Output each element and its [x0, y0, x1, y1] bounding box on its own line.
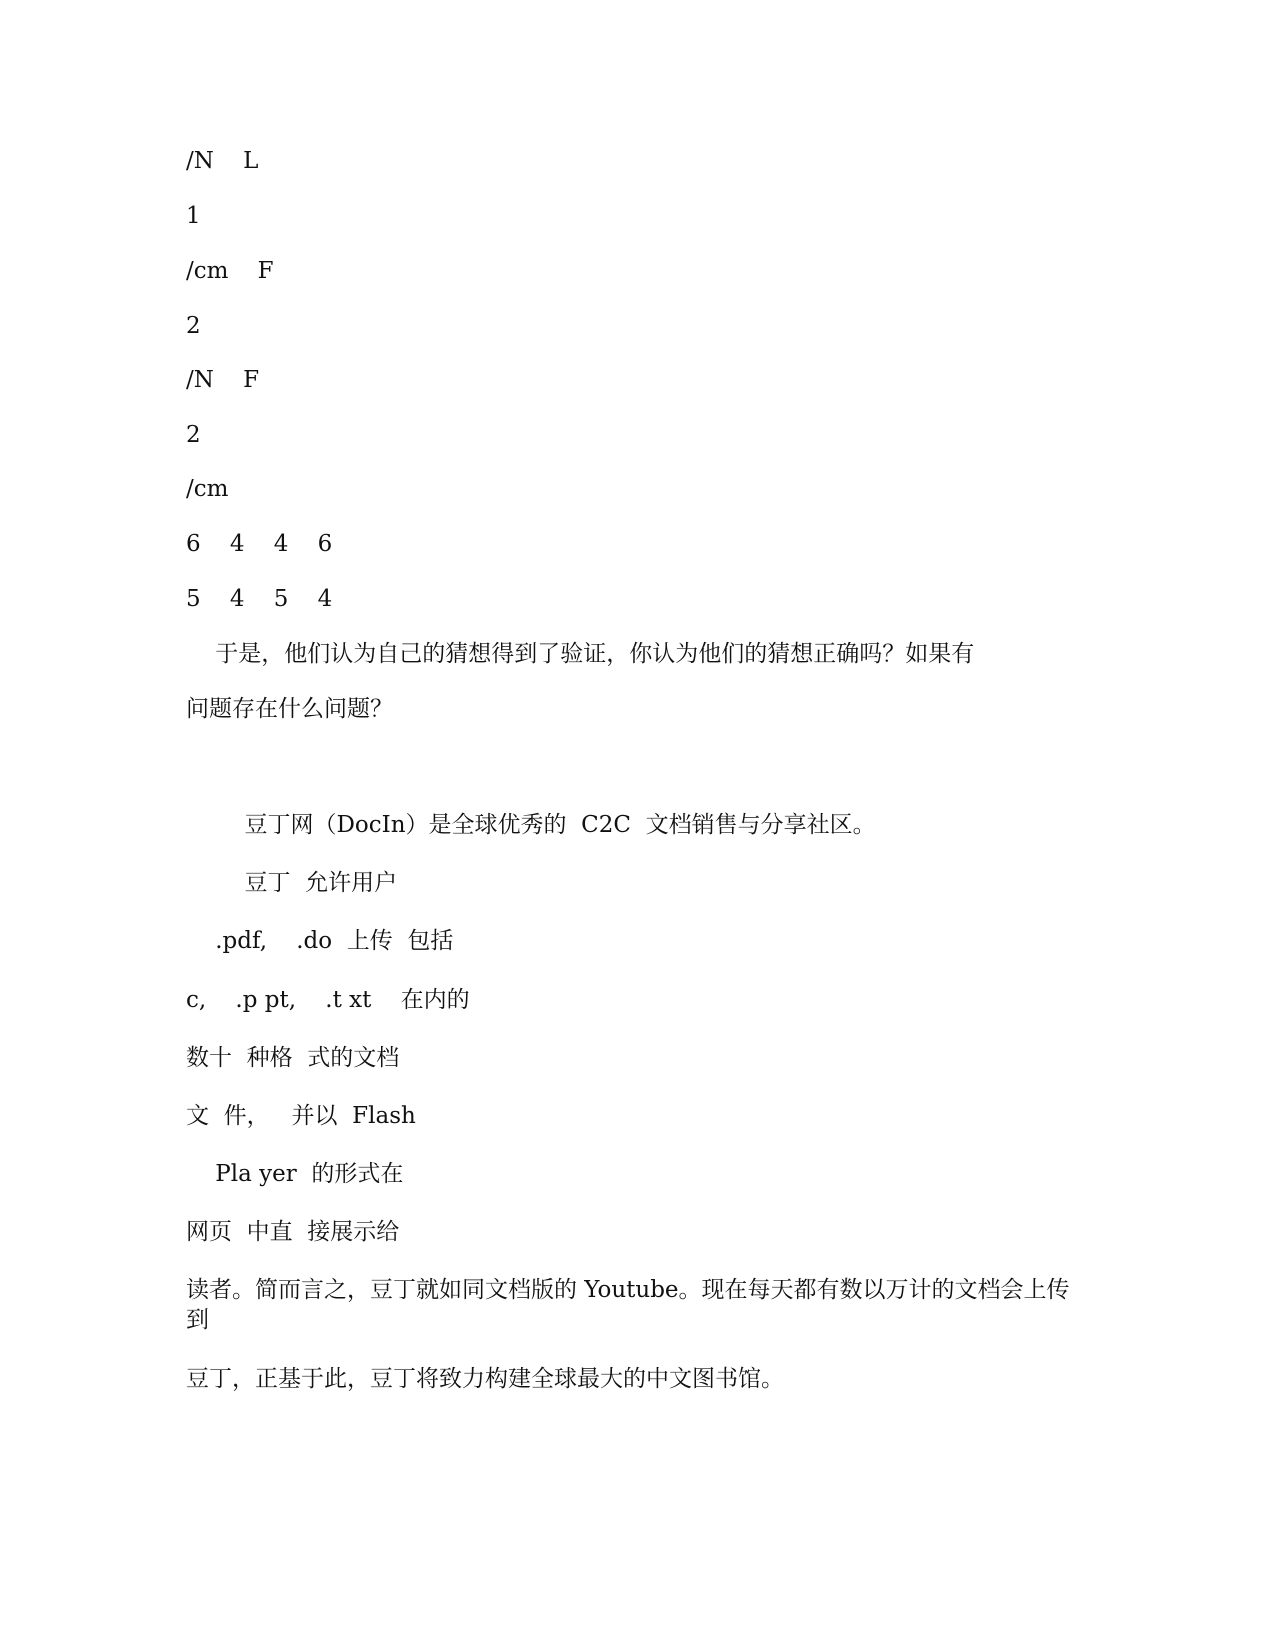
formula-fragment: /cm — [186, 476, 229, 502]
docin-line: 文 件， 并以 Flash — [186, 1103, 416, 1129]
formula-fragment: /cm F — [186, 258, 274, 284]
formula-fragment: 2 — [186, 422, 201, 448]
formula-fragment: /N F — [186, 367, 260, 393]
question-line: 问题存在什么问题？ — [186, 696, 393, 722]
question-line: 于是，他们认为自己的猜想得到了验证，你认为他们的猜想正确吗？如果有 — [186, 641, 975, 667]
docin-line: 豆丁 允许用户 — [186, 870, 398, 896]
table-row-values: 6 4 4 6 — [186, 531, 333, 557]
docin-line: 豆丁，正基于此，豆丁将致力构建全球最大的中文图书馆。 — [186, 1366, 784, 1392]
docin-line: Pla yer 的形式在 — [186, 1161, 404, 1187]
formula-fragment: 1 — [186, 203, 201, 229]
docin-line: 数十 种格 式的文档 — [186, 1045, 400, 1071]
formula-fragment: /N L — [186, 148, 259, 174]
formula-fragment: 2 — [186, 313, 201, 339]
docin-line: 网页 中直 接展示给 — [186, 1219, 400, 1245]
docin-intro: 豆丁网（DocIn）是全球优秀的 C2C 文档销售与分享社区。 — [186, 812, 876, 838]
docin-line: .pdf, .do 上传 包括 — [186, 928, 454, 954]
table-row-values: 5 4 5 4 — [186, 586, 333, 612]
docin-line: c, .p pt, .t xt 在内的 — [186, 987, 470, 1013]
docin-paragraph: 读者。简而言之，豆丁就如同文档版的 Youtube。现在每天都有数以万计的文档会上传到 — [186, 1277, 1070, 1333]
